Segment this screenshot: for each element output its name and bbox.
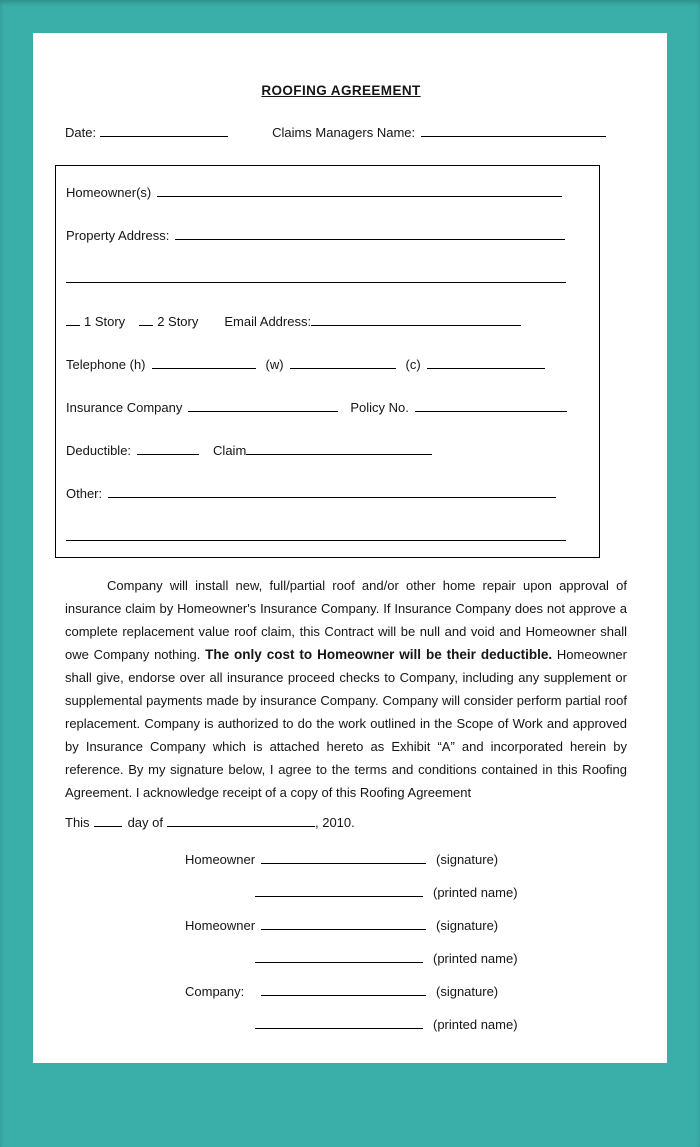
signer-label: Homeowner [185,852,256,867]
printed-name-row [255,884,627,901]
homeowners-label: Homeowner(s) [66,185,152,200]
other-label: Other: [66,486,103,501]
other-blank-line [108,485,556,498]
signature-row [185,851,627,868]
telephone-home-blank-line [152,356,256,369]
claim-blank-line [246,442,432,455]
applicant-info-box [55,165,600,558]
homeowners-blank-line [157,184,562,197]
telephone-cell-blank-line [427,356,545,369]
agreement-text-2: Homeowner shall give, endorse over all insurance proceed checks to Company, including any supplement or supplemental payments made by insurance Company. Company will consider perform partial roof replacement. Company is authorized to do the work outlined in the Scope of Work and approved by Insurance Company which is attached hereto as Exhibit “A” and incorporated herein by reference. By my signature below, I agree to the terms and conditions contained in this Roofing Agreement. I acknowledge receipt of a copy of this Roofing Agreement [65,647,627,800]
policy-no-label: Policy No. [350,400,409,415]
printed-name-caption: (printed name) [433,951,518,966]
homeowner-2-signature-block [55,917,627,967]
signature-caption: (signature) [436,984,499,999]
signature-caption: (signature) [436,852,499,867]
signature-row [185,983,627,1000]
insurance-company-blank-line [188,399,338,412]
email-label: Email Address: [224,314,312,329]
signature-blank-line [261,983,426,996]
this-label: This [65,815,90,830]
telephone-row [66,356,599,373]
header-row [65,124,627,141]
printed-name-row [255,1016,627,1033]
signature-caption: (signature) [436,918,499,933]
property-address-row [66,227,599,244]
printed-name-caption: (printed name) [433,885,518,900]
two-story-label: 2 Story [157,314,199,329]
document-page [33,33,667,1063]
company-signature-block [55,983,627,1033]
execution-date-row [65,814,627,831]
signature-blank-line [261,917,426,930]
printed-name-blank-line [255,884,423,897]
signature-row [185,917,627,934]
property-address-continued-row [66,270,599,287]
printed-name-blank-line [255,950,423,963]
telephone-work-label: (w) [265,357,284,372]
day-blank-line [94,814,122,827]
printed-name-row [255,950,627,967]
signature-blank-line [261,851,426,864]
telephone-cell-label: (c) [405,357,421,372]
agreement-text-bold: The only cost to Homeowner will be their deductible. [205,647,553,662]
other-blank-line-2 [66,528,566,541]
printed-name-blank-line [255,1016,423,1029]
month-blank-line [167,814,315,827]
other-row [66,485,599,502]
property-address-label: Property Address: [66,228,170,243]
other-continued-row [66,528,599,545]
one-story-label: 1 Story [84,314,126,329]
claims-manager-blank-line [421,124,606,137]
signer-label: Company: [185,984,245,999]
deductible-label: Deductible: [66,443,132,458]
document-title: ROOFING AGREEMENT [261,83,421,98]
email-blank-line [311,313,521,326]
policy-no-blank-line [415,399,567,412]
agreement-text-1: Company will install new, full/partial roof and/or other home repair upon approval of insurance claim by Homeowner's Insurance Company. If Insurance Company does not approve a complete replacement value roof claim, this Contract will be null and void and Homeowner shall owe Company nothing. [65,578,627,662]
claim-label: Claim [213,443,247,458]
insurance-company-label: Insurance Company [66,400,183,415]
homeowner-1-signature-block [55,851,627,901]
insurance-row [66,399,599,416]
one-story-check-blank [66,313,80,326]
year-suffix: , 2010. [314,815,355,830]
claims-manager-label: Claims Managers Name: [272,125,416,140]
deductible-claim-row [66,442,599,459]
signer-label: Homeowner [185,918,256,933]
property-address-blank-line [175,227,565,240]
agreement-paragraph [65,574,627,804]
telephone-home-label: Telephone (h) [66,357,146,372]
property-address-blank-line-2 [66,270,566,283]
two-story-check-blank [139,313,153,326]
date-blank-line [100,124,228,137]
deductible-blank-line [137,442,199,455]
day-of-label: day of [127,815,163,830]
homeowners-row [66,184,599,201]
telephone-work-blank-line [290,356,396,369]
date-label: Date: [65,125,97,140]
printed-name-caption: (printed name) [433,1017,518,1032]
signature-section [55,851,627,1033]
story-email-row [66,313,599,330]
